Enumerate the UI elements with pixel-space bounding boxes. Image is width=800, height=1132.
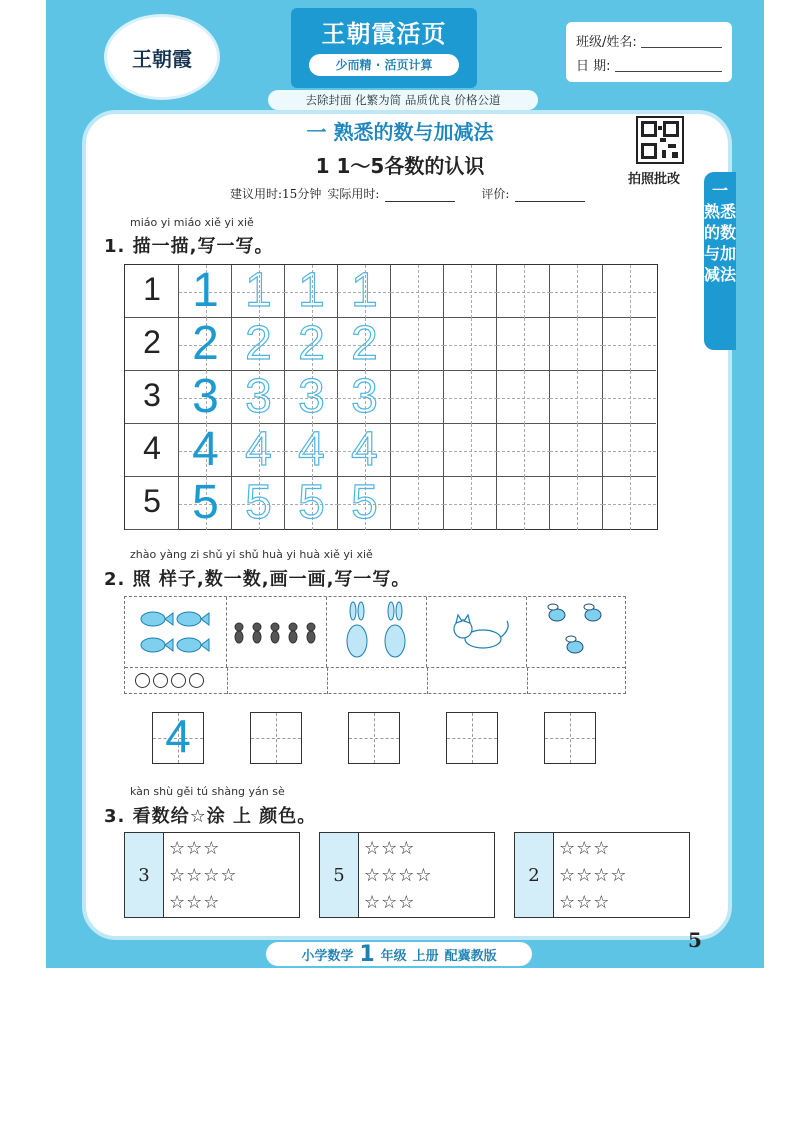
trace-example-digit: 3 — [192, 370, 219, 423]
writing-cell[interactable] — [603, 371, 656, 424]
side-chapter-tab: 一 熟悉的数与加减法 — [704, 172, 736, 350]
q2-text: 2. 照 样子,数一数,画一画,写一写。 — [104, 569, 411, 590]
suggested-time: 建议用时:15分钟 — [230, 187, 322, 201]
writing-cell[interactable] — [338, 318, 391, 371]
writing-cell[interactable] — [179, 265, 232, 318]
star-box-number: 5 — [320, 833, 359, 917]
writing-cell[interactable] — [497, 424, 550, 477]
writing-cell[interactable] — [285, 371, 338, 424]
trace-example-digit: 1 — [192, 264, 219, 317]
star-box — [514, 832, 690, 918]
writing-cell[interactable] — [232, 424, 285, 477]
writing-cell[interactable] — [444, 265, 497, 318]
cat-icon — [427, 597, 527, 667]
trace-dotted-digit: 1 — [245, 264, 272, 317]
answer-box[interactable] — [348, 712, 400, 764]
count-circle — [135, 673, 150, 688]
evaluation-label: 评价: — [481, 187, 510, 201]
footer-label — [266, 942, 532, 966]
q3-pinyin: kàn shù gěi tú shàng yán sè — [130, 785, 285, 798]
grid-number-cell — [125, 265, 179, 318]
circle-row — [125, 667, 625, 694]
class-name-label: 班级/姓名: — [576, 34, 637, 50]
writing-cell[interactable] — [497, 371, 550, 424]
trace-example-digit: 2 — [192, 317, 219, 370]
trace-dotted-digit: 5 — [245, 476, 272, 529]
trace-dotted-digit: 2 — [351, 317, 378, 370]
picture-row — [124, 596, 626, 694]
evaluation-field[interactable] — [515, 189, 585, 202]
slogan: 去除封面 化繁为简 品质优良 价格公道 — [268, 90, 538, 110]
grid-number-cell — [125, 318, 179, 371]
writing-cell[interactable] — [603, 424, 656, 477]
answer-box[interactable] — [544, 712, 596, 764]
writing-cell[interactable] — [497, 318, 550, 371]
writing-cell[interactable] — [444, 371, 497, 424]
grid-number: 1 — [143, 271, 161, 307]
star-row[interactable]: ☆☆☆☆ — [559, 865, 628, 886]
q1-pinyin: miáo yi miáo xiě yi xiě — [130, 216, 254, 229]
writing-cell[interactable] — [232, 477, 285, 530]
writing-cell[interactable] — [497, 477, 550, 530]
footer-grade-number: 1 — [359, 941, 375, 967]
trace-dotted-digit: 4 — [351, 423, 378, 476]
writing-cell[interactable] — [550, 371, 603, 424]
star-row[interactable]: ☆☆☆ — [559, 892, 611, 913]
writing-cell[interactable] — [338, 265, 391, 318]
answer-box[interactable] — [446, 712, 498, 764]
writing-cell[interactable] — [232, 318, 285, 371]
star-row[interactable]: ☆☆☆ — [169, 892, 221, 913]
grid-number-cell — [125, 371, 179, 424]
star-row[interactable]: ☆☆☆ — [559, 838, 611, 859]
writing-cell[interactable] — [550, 424, 603, 477]
writing-cell[interactable] — [232, 371, 285, 424]
star-box-number: 2 — [515, 833, 554, 917]
writing-cell[interactable] — [338, 371, 391, 424]
brand-banner — [291, 8, 477, 88]
trace-dotted-digit: 2 — [245, 317, 272, 370]
grid-number: 4 — [143, 430, 161, 466]
grid-number: 3 — [143, 377, 161, 413]
footer-edition: 配冀教版 — [444, 948, 497, 964]
brand-logo — [104, 14, 220, 100]
writing-cell[interactable] — [603, 477, 656, 530]
timing-row — [230, 185, 585, 202]
star-row[interactable]: ☆☆☆ — [364, 892, 416, 913]
writing-cell[interactable] — [285, 424, 338, 477]
trace-dotted-digit: 1 — [298, 264, 325, 317]
qr-label: 拍照批改 — [628, 172, 681, 187]
chapter-title: 一 熟悉的数与加减法 — [306, 120, 494, 144]
writing-cell[interactable] — [391, 371, 444, 424]
star-box — [124, 832, 300, 918]
example-answer: 4 — [165, 710, 191, 762]
count-circle — [153, 673, 168, 688]
count-circle — [171, 673, 186, 688]
star-row[interactable]: ☆☆☆ — [169, 838, 221, 859]
brand-subtitle: 少而精 · 活页计算 — [309, 54, 459, 76]
writing-cell[interactable] — [444, 477, 497, 530]
writing-cell[interactable] — [232, 265, 285, 318]
writing-cell[interactable] — [497, 265, 550, 318]
trace-dotted-digit: 2 — [298, 317, 325, 370]
fish-icon — [125, 597, 227, 667]
star-box-number: 3 — [125, 833, 164, 917]
writing-cell[interactable] — [391, 265, 444, 318]
tracing-grid — [124, 264, 658, 530]
writing-cell[interactable] — [550, 265, 603, 318]
page-number: 5 — [688, 928, 702, 952]
trace-example-digit: 4 — [192, 423, 219, 476]
bee-box — [527, 597, 625, 667]
writing-cell[interactable] — [391, 424, 444, 477]
q2-pinyin: zhào yàng zi shǔ yi shǔ huà yi huà xiě yi xiě — [130, 548, 373, 561]
actual-time-field[interactable] — [385, 189, 455, 202]
writing-cell[interactable] — [391, 477, 444, 530]
writing-cell[interactable] — [338, 477, 391, 530]
writing-cell[interactable] — [550, 318, 603, 371]
trace-dotted-digit: 3 — [298, 370, 325, 423]
writing-cell[interactable] — [285, 318, 338, 371]
class-name-field[interactable] — [641, 33, 722, 48]
brand-title: 王朝霞活页 — [321, 20, 447, 48]
trace-dotted-digit: 1 — [351, 264, 378, 317]
q1-text: 1. 描一描,写一写。 — [104, 236, 274, 257]
bee-icon — [527, 597, 625, 667]
writing-cell[interactable] — [285, 477, 338, 530]
grid-number-cell — [125, 424, 179, 477]
writing-cell[interactable] — [603, 318, 656, 371]
name-box — [566, 22, 732, 82]
actual-time-label: 实际用时: — [327, 187, 380, 201]
writing-cell[interactable] — [338, 424, 391, 477]
footer-subject: 小学数学 — [301, 948, 354, 964]
answer-box[interactable] — [250, 712, 302, 764]
date-field[interactable] — [615, 57, 722, 72]
trace-dotted-digit: 4 — [245, 423, 272, 476]
trace-dotted-digit: 3 — [351, 370, 378, 423]
star-row[interactable]: ☆☆☆☆ — [364, 865, 433, 886]
grid-number: 2 — [143, 324, 161, 360]
trace-dotted-digit: 4 — [298, 423, 325, 476]
trace-example-digit: 5 — [192, 476, 219, 529]
star-row[interactable]: ☆☆☆☆ — [169, 865, 238, 886]
fish-box — [125, 597, 227, 667]
q3-text: 3. 看数给☆涂 上 颜色。 — [104, 806, 317, 827]
logo-text: 王朝霞 — [132, 46, 192, 71]
writing-cell[interactable] — [391, 318, 444, 371]
footer-grade: 年级 — [380, 948, 407, 964]
trace-dotted-digit: 3 — [245, 370, 272, 423]
writing-cell[interactable] — [179, 318, 232, 371]
rabbit-box — [327, 597, 427, 667]
writing-cell[interactable] — [285, 265, 338, 318]
ant-icon — [227, 597, 327, 667]
trace-dotted-digit: 5 — [351, 476, 378, 529]
count-circle — [189, 673, 204, 688]
writing-cell[interactable] — [179, 371, 232, 424]
writing-cell[interactable] — [444, 424, 497, 477]
star-box — [319, 832, 495, 918]
cat-box — [427, 597, 527, 667]
trace-dotted-digit: 5 — [298, 476, 325, 529]
footer-volume: 上册 — [412, 948, 439, 964]
writing-cell[interactable] — [550, 477, 603, 530]
star-row[interactable]: ☆☆☆ — [364, 838, 416, 859]
writing-cell[interactable] — [444, 318, 497, 371]
answer-box[interactable] — [152, 712, 204, 764]
grid-number-cell — [125, 477, 179, 530]
writing-cell[interactable] — [179, 477, 232, 530]
ant-box — [227, 597, 327, 667]
writing-cell[interactable] — [179, 424, 232, 477]
date-label: 日 期: — [576, 58, 611, 74]
writing-cell[interactable] — [603, 265, 656, 318]
rabbit-icon — [327, 597, 427, 667]
lesson-title: 1 1～5各数的认识 — [315, 154, 485, 178]
grid-number: 5 — [143, 483, 161, 519]
